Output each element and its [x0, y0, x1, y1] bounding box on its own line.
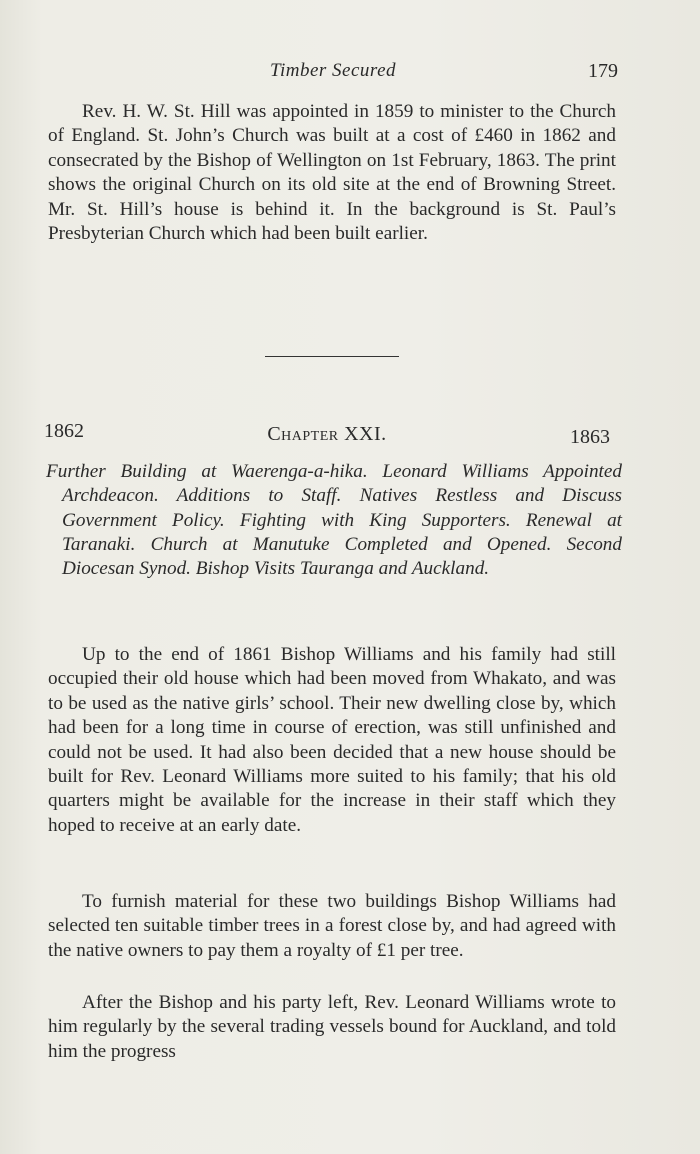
page-number: 179 [588, 60, 618, 82]
chapter-year-end: 1863 [570, 426, 610, 448]
running-head [48, 58, 618, 88]
paragraph-timber-trees: To furnish material for these two buildings Bishop Williams had selected ten suitable timber trees in a forest close by, and had agreed with the native owners to pay them a royalty of £1 per tree. [48, 891, 616, 961]
chapter-heading [44, 420, 610, 454]
paragraph-letters: After the Bishop and his party left, Rev. Leonard Williams wrote to him regularly by the several trading vessels bound for Auckland, and told him the progress [48, 992, 616, 1062]
paragraph-old-house: Up to the end of 1861 Bishop Williams and his family had still occupied their old house which had been moved from Whakato, and was to be used as the native girls’ school. Their new dwelling close by, which had been for a long time in course of erection, was still unfinished and could not be used. It had also been decided that a new house should be built for Rev. Leonard Williams more suited to his family; that his old quarters might be available for the increase in their staff which they hoped to receive at an early date. [48, 644, 616, 836]
chapter-year-start: 1862 [44, 420, 84, 442]
chapter-summary: Further Building at Waerenga-a-hika. Leonard Williams Appointed Archdeacon. Additions to Staff. Natives Restless and Discuss Government Policy. Fighting with King Supporters. Renewal at Taranaki. Church at Manutuke Completed and Opened. Second Diocesan Synod. Bishop Visits Tauranga and Auckland. [46, 461, 622, 580]
running-title: Timber Secured [269, 60, 397, 81]
section-divider [265, 356, 399, 357]
paragraph-st-johns-church: Rev. H. W. St. Hill was appointed in 1859 to minister to the Church of England. St. John’s Church was built at a cost of £460 in 1862 and consecrated by the Bishop of Wellington on 1st February, 1863. The print shows the original Church on its old site at the end of Browning Street. Mr. St. Hill’s house is behind it. In the background is St. Paul’s Presbyterian Church which had been built earlier. [48, 101, 616, 245]
chapter-title: Chapter XXI. [267, 423, 387, 445]
